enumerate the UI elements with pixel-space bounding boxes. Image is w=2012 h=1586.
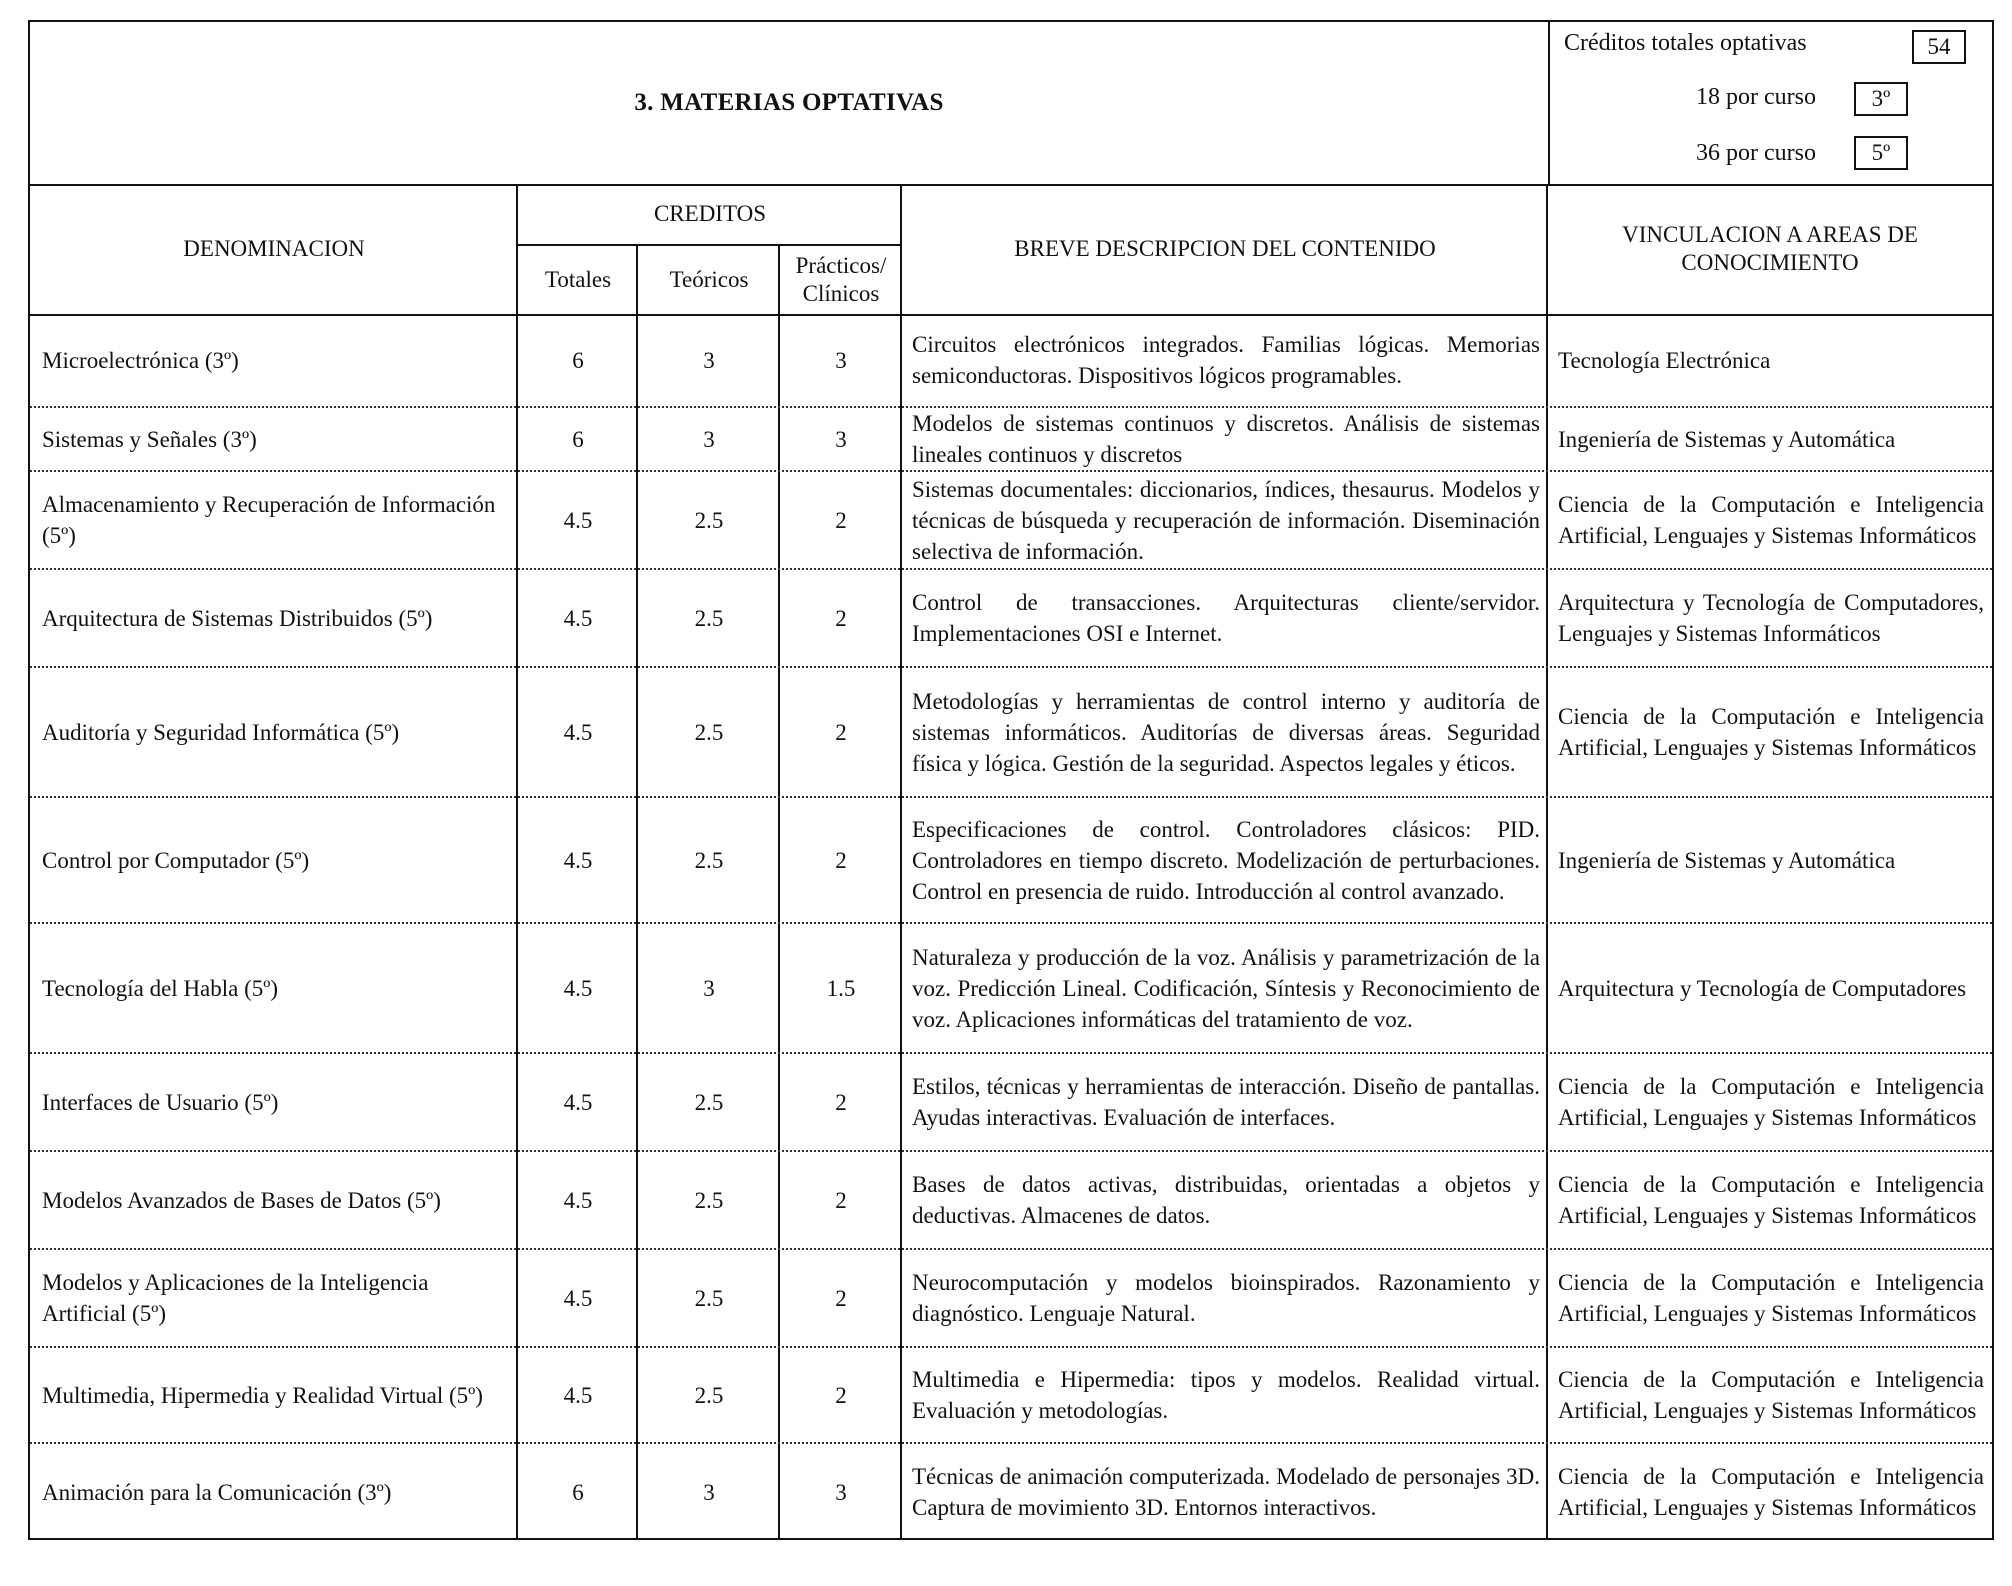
table-row [30,798,1992,924]
credits-practice: 2 [835,1382,847,1408]
course-description: Neurocomputación y modelos bioinspirados. Razonamiento y diagnóstico. Lenguaje Natural. [912,1270,1540,1326]
knowledge-area: Arquitectura y Tecnología de Computadores, Lenguajes y Sistemas Informáticos [1558,590,1984,646]
course-name: Multimedia, Hipermedia y Realidad Virtual (5º) [42,1382,483,1408]
credits-theory: 2.5 [694,1382,724,1408]
credits-total: 4.5 [563,507,593,533]
credits-practice: 2 [835,605,847,631]
course-table [28,20,1994,1540]
knowledge-area: Ciencia de la Computación e Inteligencia Artificial, Lenguajes y Sistemas Informáticos [1558,492,1984,548]
table-row [30,924,1992,1054]
table-row [30,472,1992,570]
course-credits-value-b: 5º [1854,136,1908,170]
credits-practice: 1.5 [826,975,856,1001]
header-denominacion: DENOMINACION [183,236,365,261]
credits-total: 4.5 [563,605,593,631]
course-description: Especificaciones de control. Controladores clásicos: PID. Controladores en tiempo discreto. Modelización de perturbaciones. Control en presencia de ruido. Introducción al control avanzado. [912,816,1540,904]
table-row [30,1152,1992,1250]
credits-total: 4.5 [563,1382,593,1408]
course-name: Animación para la Comunicación (3º) [42,1479,392,1505]
course-name: Sistemas y Señales (3º) [42,426,257,452]
course-name: Auditoría y Seguridad Informática (5º) [42,719,400,745]
credits-theory: 2.5 [694,1285,724,1311]
header-practicos: Prácticos/ Clínicos [795,253,887,306]
header-creditos: CREDITOS [518,184,902,246]
course-name: Microelectrónica (3º) [42,347,239,373]
section-title: 3. MATERIAS OPTATIVAS [634,89,944,116]
table-row [30,1250,1992,1348]
course-description: Bases de datos activas, distribuidas, orientadas a objetos y deductivas. Almacenes de datos. [912,1172,1540,1228]
table-row [30,570,1992,668]
credits-practice: 3 [835,347,847,373]
knowledge-area: Ingeniería de Sistemas y Automática [1558,847,1896,873]
knowledge-area: Ciencia de la Computación e Inteligencia Artificial, Lenguajes y Sistemas Informáticos [1558,1270,1984,1326]
optional-credits-box [1548,22,1994,184]
credits-total: 4.5 [563,1187,593,1213]
table-row [30,1348,1992,1444]
credits-practice: 2 [835,719,847,745]
course-credits-label-b: 36 por curso [1696,140,1816,166]
credits-total: 4.5 [563,719,593,745]
course-credits-label-a: 18 por curso [1696,84,1816,110]
credits-practice: 2 [835,1187,847,1213]
credits-theory: 3 [703,347,715,373]
header-divider [636,246,638,314]
course-description: Modelos de sistemas continuos y discretos. Análisis de sistemas lineales continuos y discretos [912,411,1540,467]
total-credits-value: 54 [1912,30,1966,64]
course-description: Metodologías y herramientas de control interno y auditoría de sistemas informáticos. Auditorías de diversas áreas. Seguridad física y lógica. Gestión de la seguridad. Aspectos legales y éticos. [912,688,1540,776]
course-name: Control por Computador (5º) [42,847,310,873]
course-name: Almacenamiento y Recuperación de Información (5º) [42,492,496,548]
header-totales: Totales [544,267,612,292]
credits-theory: 3 [703,426,715,452]
header-teoricos: Teóricos [669,267,749,292]
course-name: Modelos Avanzados de Bases de Datos (5º) [42,1187,441,1213]
course-name: Tecnología del Habla (5º) [42,975,279,1001]
table-row [30,1054,1992,1152]
table-row [30,408,1992,472]
course-description: Estilos, técnicas y herramientas de interacción. Diseño de pantallas. Ayudas interactivas. Evaluación de interfaces. [912,1074,1540,1130]
header-descripcion: BREVE DESCRIPCION DEL CONTENIDO [1014,236,1436,261]
knowledge-area: Ingeniería de Sistemas y Automática [1558,426,1896,452]
credits-total: 4.5 [563,1089,593,1115]
knowledge-area: Ciencia de la Computación e Inteligencia Artificial, Lenguajes y Sistemas Informáticos [1558,1367,1984,1423]
credits-total: 6 [572,347,584,373]
knowledge-area: Ciencia de la Computación e Inteligencia Artificial, Lenguajes y Sistemas Informáticos [1558,1464,1984,1520]
table-title-block [30,22,1992,186]
knowledge-area: Ciencia de la Computación e Inteligencia Artificial, Lenguajes y Sistemas Informáticos [1558,1074,1984,1130]
credits-theory: 2.5 [694,847,724,873]
course-description: Circuitos electrónicos integrados. Familias lógicas. Memorias semiconductoras. Dispositivos lógicos programables. [912,332,1540,388]
credits-practice: 2 [835,1285,847,1311]
header-divider [778,246,780,314]
knowledge-area: Ciencia de la Computación e Inteligencia Artificial, Lenguajes y Sistemas Informáticos [1558,1172,1984,1228]
header-vinculacion: VINCULACION A AREAS DE CONOCIMIENTO [1622,222,1918,275]
credits-practice: 2 [835,847,847,873]
course-name: Modelos y Aplicaciones de la Inteligencia Artificial (5º) [42,1270,429,1326]
credits-practice: 3 [835,426,847,452]
course-description: Sistemas documentales: diccionarios, índices, thesaurus. Modelos y técnicas de búsqueda y recuperación de información. Diseminación selectiva de información. [912,476,1540,564]
table-row [30,1444,1992,1540]
credits-total: 4.5 [563,847,593,873]
column-header [30,184,1992,316]
course-credits-value-a: 3º [1854,82,1908,116]
credits-practice: 3 [835,1479,847,1505]
credits-practice: 2 [835,507,847,533]
course-description: Control de transacciones. Arquitecturas cliente/servidor. Implementaciones OSI e Internet. [912,590,1540,646]
credits-total: 6 [572,1479,584,1505]
credits-theory: 3 [703,1479,715,1505]
credits-theory: 2.5 [694,605,724,631]
credits-total: 6 [572,426,584,452]
knowledge-area: Ciencia de la Computación e Inteligencia Artificial, Lenguajes y Sistemas Informáticos [1558,704,1984,760]
credits-theory: 2.5 [694,719,724,745]
course-description: Técnicas de animación computerizada. Modelado de personajes 3D. Captura de movimiento 3D. Entornos interactivos. [912,1464,1540,1520]
knowledge-area: Tecnología Electrónica [1558,347,1771,373]
credits-practice: 2 [835,1089,847,1115]
total-credits-label: Créditos totales optativas [1564,30,1807,56]
credits-theory: 2.5 [694,1187,724,1213]
course-name: Arquitectura de Sistemas Distribuidos (5º) [42,605,433,631]
knowledge-area: Arquitectura y Tecnología de Computadores [1558,975,1967,1001]
credits-total: 4.5 [563,975,593,1001]
table-row [30,668,1992,798]
course-name: Interfaces de Usuario (5º) [42,1089,279,1115]
credits-theory: 2.5 [694,507,724,533]
credits-theory: 2.5 [694,1089,724,1115]
table-row [30,314,1992,408]
course-description: Naturaleza y producción de la voz. Análisis y parametrización de la voz. Predicción Lineal. Codificación, Síntesis y Reconocimiento de voz. Aplicaciones informáticas del tratamiento de voz. [912,944,1540,1032]
credits-total: 4.5 [563,1285,593,1311]
course-description: Multimedia e Hipermedia: tipos y modelos. Realidad virtual. Evaluación y metodologías. [912,1367,1540,1423]
credits-theory: 3 [703,975,715,1001]
